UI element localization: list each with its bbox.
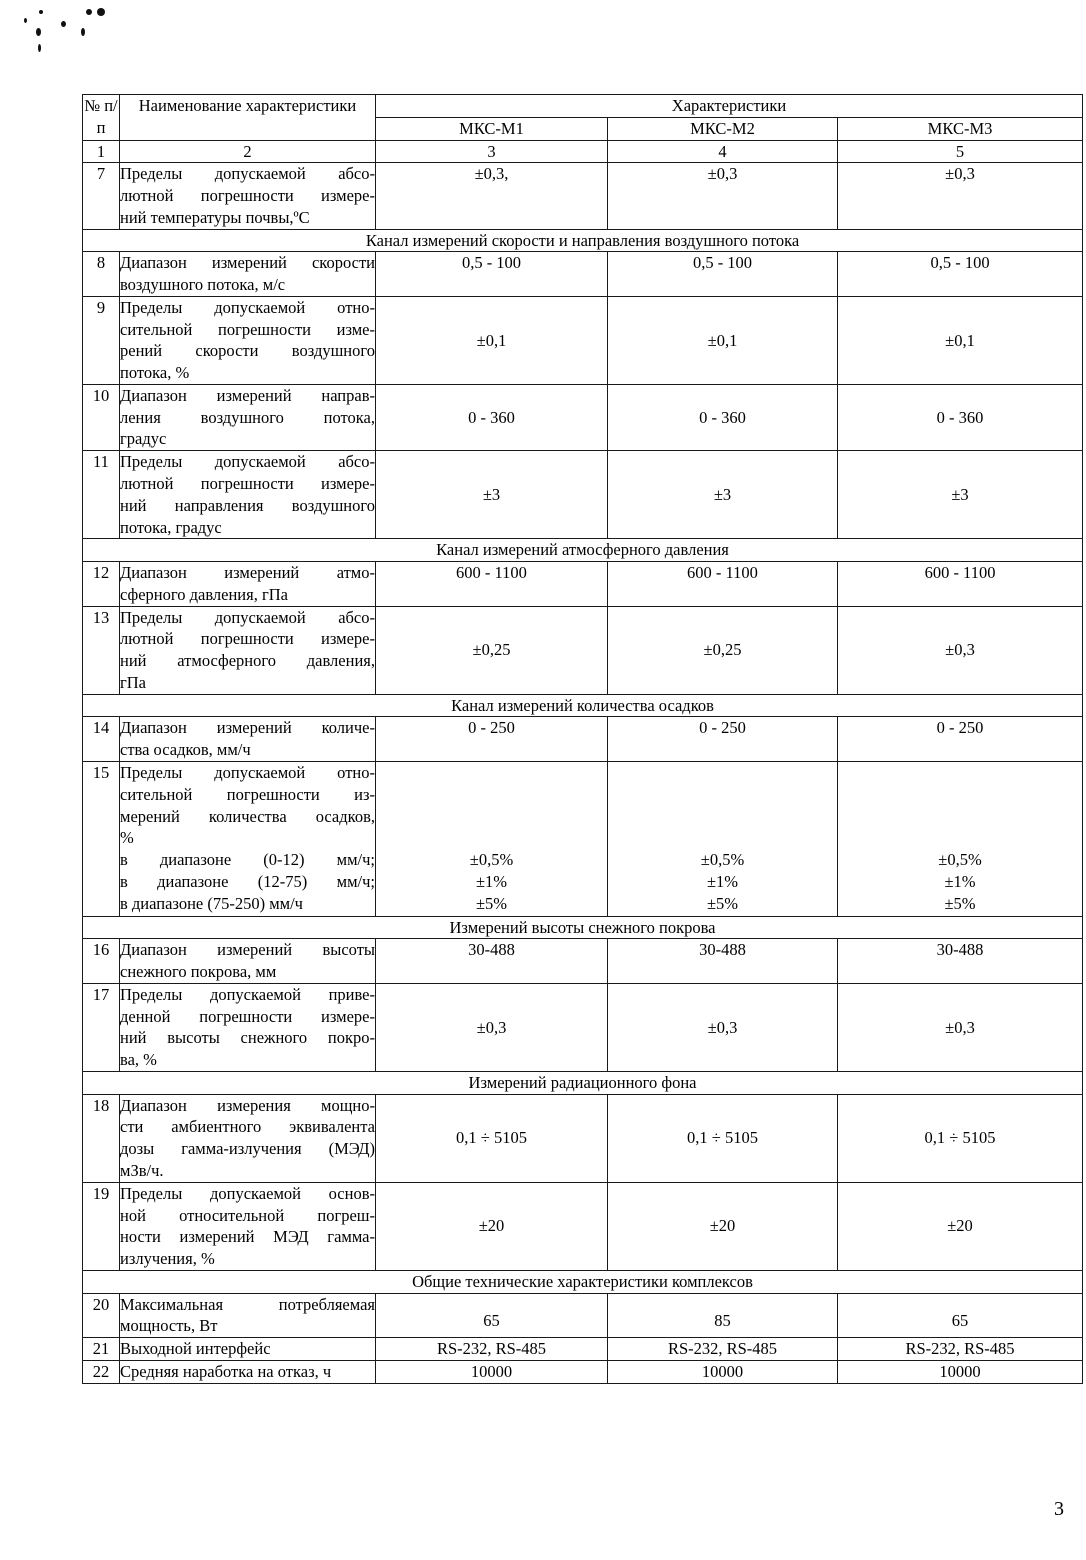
section-header-row	[83, 1270, 1083, 1293]
row-index: 15	[83, 761, 120, 916]
row-index: 16	[83, 939, 120, 984]
row-index: 18	[83, 1094, 120, 1182]
row-label	[120, 606, 376, 694]
table-row	[83, 1360, 1083, 1383]
page-number: 3	[1054, 1498, 1064, 1520]
table-row	[83, 296, 1083, 384]
row-label-line: денной погрешности измере-	[120, 1006, 375, 1026]
col-number-1: 1	[83, 140, 120, 163]
row-value-m1: 0,5 - 100	[376, 252, 608, 297]
row-value-m1: ±0,1	[376, 296, 608, 384]
row-label-line: Диапазон измерений скорости	[120, 253, 375, 273]
table-column-number-row	[83, 140, 1083, 163]
row-label-line: Выходной интерфейс	[120, 1339, 271, 1359]
row-label-line: рений скорости воздушного	[120, 341, 375, 361]
row-value-m1: 30-488	[376, 939, 608, 984]
row-label-line: Диапазон измерений количе-	[120, 718, 375, 738]
row-value-m3: ±20	[838, 1182, 1083, 1270]
table-header-row-1	[83, 95, 1083, 118]
section-header-row	[83, 916, 1083, 939]
row-label-line: ний атмосферного давления,	[120, 651, 375, 671]
value-line: ±1%	[475, 872, 508, 892]
row-label-line: Диапазон измерений атмо-	[120, 563, 375, 583]
row-label-line: в диапазоне (75-250) мм/ч	[120, 893, 303, 913]
row-value-m3: 30-488	[838, 939, 1083, 984]
row-label-line: ства осадков, мм/ч	[120, 740, 251, 760]
row-label-line: Пределы допускаемой приве-	[120, 984, 375, 1004]
table-row	[83, 761, 1083, 916]
row-label-line: сферного давления, гПа	[120, 584, 288, 604]
row-index: 22	[83, 1360, 120, 1383]
row-value-m1: 10000	[376, 1360, 608, 1383]
scan-speckle	[39, 10, 43, 14]
table-row	[83, 1094, 1083, 1182]
row-value-m3: RS-232, RS-485	[838, 1338, 1083, 1361]
row-label-line: ний направления воздушного	[120, 495, 375, 515]
row-label	[120, 983, 376, 1071]
scan-speckle	[61, 21, 66, 27]
row-label-line: ности измерений МЭД гамма-	[120, 1227, 375, 1247]
row-label	[120, 1293, 376, 1338]
row-value-m2: ±0,3	[608, 163, 838, 229]
row-index: 9	[83, 296, 120, 384]
row-index: 7	[83, 163, 120, 229]
row-label-line: сительной погрешности из-	[120, 784, 375, 804]
row-label-line: Пределы допускаемой отно-	[120, 297, 375, 317]
row-value-m2	[608, 761, 838, 916]
col-number-5: 5	[838, 140, 1083, 163]
row-value-m2: 0,1 ÷ 5105	[608, 1094, 838, 1182]
row-label	[120, 1338, 376, 1361]
row-index: 11	[83, 451, 120, 539]
section-header-title: Канал измерений скорости и направления воздушного потока	[83, 229, 1083, 252]
table-row	[83, 606, 1083, 694]
row-label-line: ний температуры почвы,ºС	[120, 207, 310, 227]
row-value-m1: 0 - 360	[376, 384, 608, 450]
value-line: ±0,5%	[938, 850, 982, 870]
row-value-m1: 65	[376, 1293, 608, 1338]
header-cell-characteristics: Характеристики	[376, 95, 1083, 118]
row-value-m3: ±0,1	[838, 296, 1083, 384]
value-line: ±1%	[706, 872, 739, 892]
row-label	[120, 1094, 376, 1182]
row-value-m2: ±3	[608, 451, 838, 539]
scan-speckle	[86, 9, 92, 15]
row-value-m1: ±0,3	[376, 983, 608, 1071]
col-number-4: 4	[608, 140, 838, 163]
header-cell-model-1: МКС-М1	[376, 117, 608, 140]
row-label	[120, 1360, 376, 1383]
value-line: ±1%	[944, 872, 976, 892]
row-value-m3: ±0,3	[838, 606, 1083, 694]
scan-speckle	[97, 8, 105, 16]
row-value-m1: 600 - 1100	[376, 562, 608, 607]
row-label-line: лютной погрешности измере-	[120, 186, 375, 206]
section-header-title: Общие технические характеристики комплексов	[83, 1270, 1083, 1293]
row-label	[120, 761, 376, 916]
table-row	[83, 939, 1083, 984]
col-number-3: 3	[376, 140, 608, 163]
header-cell-model-3: МКС-М3	[838, 117, 1083, 140]
row-index: 20	[83, 1293, 120, 1338]
table-row	[83, 983, 1083, 1071]
row-value-m2: 0 - 360	[608, 384, 838, 450]
value-stack	[608, 762, 837, 916]
specifications-table	[82, 94, 1083, 1384]
row-value-m3: ±0,3	[838, 163, 1083, 229]
row-label-line: Пределы допускаемой абсо-	[120, 164, 375, 184]
table-row	[83, 1338, 1083, 1361]
row-value-m2: ±20	[608, 1182, 838, 1270]
table-row	[83, 717, 1083, 762]
row-value-m1: RS-232, RS-485	[376, 1338, 608, 1361]
row-label-line: ления воздушного потока,	[120, 407, 375, 427]
row-label-line: излучения, %	[120, 1249, 215, 1269]
row-value-m1: ±0,3,	[376, 163, 608, 229]
row-value-m2: ±0,3	[608, 983, 838, 1071]
row-value-m1: 0 - 250	[376, 717, 608, 762]
value-line: ±0,5%	[700, 850, 745, 870]
row-value-m2: ±0,25	[608, 606, 838, 694]
row-value-m3: 0,5 - 100	[838, 252, 1083, 297]
row-label-line: воздушного потока, м/с	[120, 275, 286, 295]
row-label	[120, 163, 376, 229]
row-value-m3: ±0,3	[838, 983, 1083, 1071]
row-value-m3: 0 - 250	[838, 717, 1083, 762]
row-value-m3: 0,1 ÷ 5105	[838, 1094, 1083, 1182]
table-body	[83, 95, 1083, 1384]
row-label-line: лютной погрешности измере-	[120, 629, 375, 649]
row-label	[120, 296, 376, 384]
row-label-line: в диапазоне (0-12) мм/ч;	[120, 850, 375, 870]
row-value-m3: 600 - 1100	[838, 562, 1083, 607]
row-value-m2: 600 - 1100	[608, 562, 838, 607]
row-label	[120, 939, 376, 984]
scan-speckle	[24, 18, 27, 23]
row-label-line: снежного покрова, мм	[120, 962, 277, 982]
row-label-line: Пределы допускаемой абсо-	[120, 452, 375, 472]
row-label-line: лютной погрешности измере-	[120, 474, 375, 494]
row-value-m3	[838, 761, 1083, 916]
row-label-line: Диапазон измерений высоты	[120, 940, 375, 960]
row-value-m2: RS-232, RS-485	[608, 1338, 838, 1361]
section-header-title: Канал измерений количества осадков	[83, 694, 1083, 717]
row-index: 10	[83, 384, 120, 450]
row-label-line: ва, %	[120, 1050, 157, 1070]
row-label-line: %	[120, 828, 134, 848]
row-label	[120, 562, 376, 607]
row-label-line: градус	[120, 429, 167, 449]
row-label-line: мерений количества осадков,	[120, 806, 375, 826]
row-index: 14	[83, 717, 120, 762]
value-line: ±5%	[944, 894, 976, 914]
row-label-line: мЗв/ч.	[120, 1161, 164, 1181]
row-index: 21	[83, 1338, 120, 1361]
scan-speckle	[36, 28, 41, 36]
row-label-line: потока, %	[120, 363, 190, 383]
header-cell-numbering: № п/п	[83, 95, 120, 141]
row-label	[120, 451, 376, 539]
row-label-line: Диапазон измерения мощно-	[120, 1095, 375, 1115]
row-label	[120, 1182, 376, 1270]
section-header-title: Измерений радиационного фона	[83, 1071, 1083, 1094]
row-label-line: Диапазон измерений направ-	[120, 385, 375, 405]
header-cell-name: Наименование характеристики	[120, 95, 376, 141]
table-row	[83, 163, 1083, 229]
row-label-line: в диапазоне (12-75) мм/ч;	[120, 871, 375, 891]
row-label-line: сительной погрешности изме-	[120, 319, 375, 339]
row-label	[120, 384, 376, 450]
row-label-line: гПа	[120, 672, 147, 692]
scan-speckle	[81, 28, 85, 36]
row-label-line: Средняя наработка на отказ, ч	[120, 1361, 332, 1381]
row-label-line: сти амбиентного эквивалента	[120, 1117, 375, 1137]
section-header-row	[83, 694, 1083, 717]
section-header-row	[83, 1071, 1083, 1094]
section-header-row	[83, 229, 1083, 252]
row-label-line: дозы гамма-излучения (МЭД)	[120, 1139, 375, 1159]
row-label-line: Максимальная потребляемая	[120, 1294, 375, 1314]
value-line: ±5%	[706, 894, 739, 914]
value-stack	[376, 762, 607, 916]
section-header-title: Измерений высоты снежного покрова	[83, 916, 1083, 939]
row-value-m1	[376, 761, 608, 916]
row-label-line: Пределы допускаемой абсо-	[120, 607, 375, 627]
scan-speckle	[38, 44, 41, 52]
row-value-m2: ±0,1	[608, 296, 838, 384]
row-value-m1: ±20	[376, 1182, 608, 1270]
row-value-m3: ±3	[838, 451, 1083, 539]
row-label-line: потока, градус	[120, 517, 222, 537]
row-value-m3: 65	[838, 1293, 1083, 1338]
row-index: 13	[83, 606, 120, 694]
row-index: 12	[83, 562, 120, 607]
row-value-m1: 0,1 ÷ 5105	[376, 1094, 608, 1182]
row-value-m3: 10000	[838, 1360, 1083, 1383]
table-row	[83, 451, 1083, 539]
row-label	[120, 252, 376, 297]
table-row	[83, 1182, 1083, 1270]
value-line: ±5%	[475, 894, 508, 914]
row-label	[120, 717, 376, 762]
header-cell-model-2: МКС-М2	[608, 117, 838, 140]
table-row	[83, 384, 1083, 450]
row-label-line: Пределы допускаемой основ-	[120, 1183, 375, 1203]
col-number-2: 2	[120, 140, 376, 163]
row-value-m2: 10000	[608, 1360, 838, 1383]
row-value-m2: 85	[608, 1293, 838, 1338]
row-value-m2: 30-488	[608, 939, 838, 984]
row-value-m2: 0 - 250	[608, 717, 838, 762]
row-value-m2: 0,5 - 100	[608, 252, 838, 297]
table-row	[83, 1293, 1083, 1338]
row-label-line: мощность, Вт	[120, 1316, 218, 1336]
row-value-m1: ±0,25	[376, 606, 608, 694]
table-row	[83, 562, 1083, 607]
row-value-m1: ±3	[376, 451, 608, 539]
value-line: ±0,5%	[469, 850, 514, 870]
value-stack	[838, 762, 1082, 916]
row-index: 19	[83, 1182, 120, 1270]
section-header-row	[83, 539, 1083, 562]
table-row	[83, 252, 1083, 297]
row-label-line: Пределы допускаемой отно-	[120, 762, 375, 782]
row-label-line: ной относительной погреш-	[120, 1205, 375, 1225]
row-label-line: ний высоты снежного покро-	[120, 1028, 375, 1048]
row-value-m3: 0 - 360	[838, 384, 1083, 450]
row-index: 17	[83, 983, 120, 1071]
row-index: 8	[83, 252, 120, 297]
section-header-title: Канал измерений атмосферного давления	[83, 539, 1083, 562]
